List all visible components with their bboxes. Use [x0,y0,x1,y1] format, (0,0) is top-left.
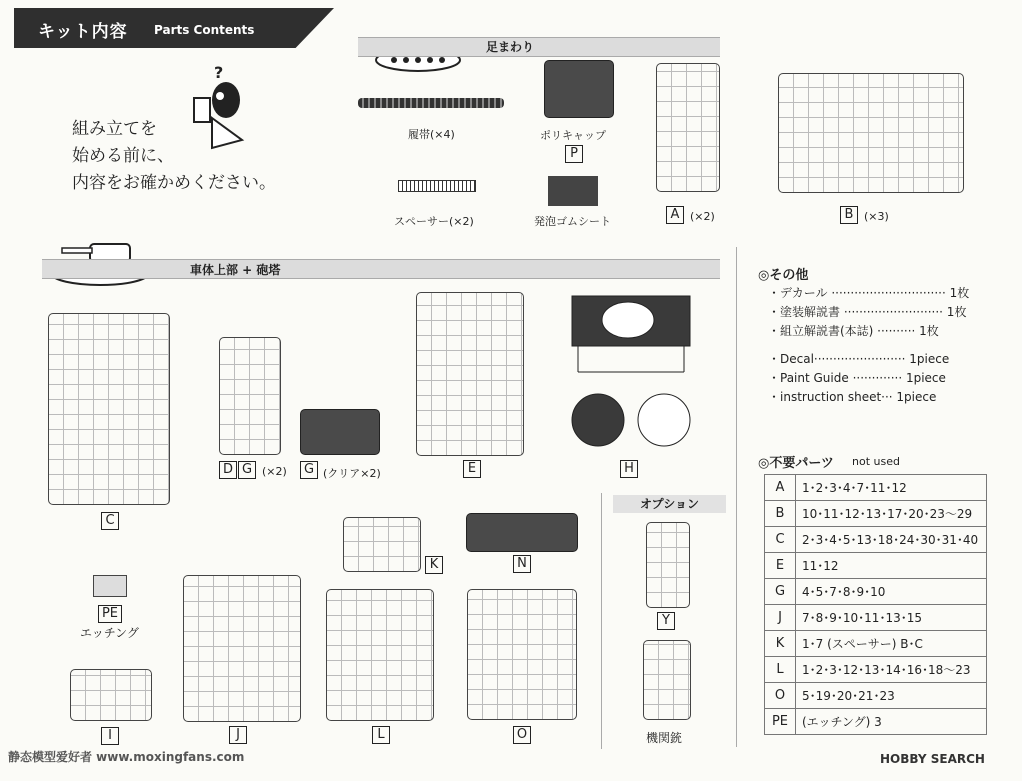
sprue-O-letter: O [513,726,531,744]
sprue-B-letter: B [840,206,858,224]
sprue-K-letter: K [425,556,443,574]
right-divider [736,247,737,747]
unused-title: ◎不要パーツ [758,456,834,471]
others-list [768,284,969,407]
row-key: PE [765,709,796,735]
row-key: C [765,527,796,553]
row-value: 5･19･20･21･23 [796,683,987,709]
table-row [765,683,987,709]
others-item: ・塗装解説書 ·························· 1枚 [768,305,967,319]
sprue-DG [219,337,281,455]
track-caption: 履帯(×4) [408,128,455,141]
sprue-Y-letter: Y [657,612,675,630]
option-divider [601,493,602,749]
page-title-jp: キット内容 [38,22,128,42]
row-key: A [765,475,796,501]
others-item: ・組立解説書(本誌) ·········· 1枚 [768,324,939,338]
etching-letter: PE [98,605,122,623]
sprue-J-letter: J [229,726,247,744]
table-row [765,475,987,501]
hull-section-label: 車体上部 + 砲塔 [190,263,281,277]
sprue-N-letter: N [513,555,531,573]
polycap-sprue [544,60,614,118]
table-row [765,631,987,657]
table-row [765,605,987,631]
unused-parts-table [764,474,987,735]
row-key: K [765,631,796,657]
sprue-H-letter: H [620,460,638,478]
row-value: 11･12 [796,553,987,579]
machine-gun-sprue [643,640,691,720]
sprue-O [467,589,577,720]
row-value: 4･5･7･8･9･10 [796,579,987,605]
sprue-E [416,292,524,456]
etching-caption: エッチング [80,626,139,640]
intro-line-1: 組み立てを [72,119,157,139]
table-row [765,553,987,579]
sprue-Y [646,522,690,608]
others-item: ・Decal························ 1piece [768,352,950,366]
row-key: B [765,501,796,527]
hull-section-bar [42,259,720,279]
sprue-G-letter-1: G [238,461,256,479]
suspension-section-label: 足まわり [486,40,535,54]
row-value: 10･11･12･13･17･20･23〜29 [796,501,987,527]
sprue-N [466,513,578,552]
row-value: (エッチング) 3 [796,709,987,735]
sprue-E-letter: E [463,460,481,478]
row-value: 1･2･3･12･13･14･16･18〜23 [796,657,987,683]
table-row [765,501,987,527]
sprue-H [568,292,694,452]
sprue-I [70,669,152,721]
row-key: J [765,605,796,631]
sprue-I-letter: I [101,727,119,745]
etching-part [93,575,127,597]
table-row [765,657,987,683]
suspension-section-bar [358,37,720,57]
others-item: ・デカール ······························ 1枚 [768,286,970,300]
watermark-right: HOBBY SEARCH [880,752,985,766]
sprue-C [48,313,170,505]
table-row [765,709,987,735]
row-key: G [765,579,796,605]
sprue-J [183,575,301,722]
table-row [765,579,987,605]
sprue-A-letter: A [666,206,684,224]
sprue-C-letter: C [101,512,119,530]
sprue-G-qty: (クリア×2) [323,467,381,480]
machine-gun-caption: 機関銃 [646,731,683,745]
sprue-A [656,63,720,192]
others-item: ・Paint Guide ············· 1piece [768,371,946,385]
sprue-G-clear [300,409,380,455]
track-part [358,98,504,108]
sprue-L-letter: L [372,726,390,744]
row-key: L [765,657,796,683]
spacer-part [398,180,476,192]
sprue-L [326,589,434,721]
row-key: E [765,553,796,579]
polycap-letter: P [565,145,583,163]
foam-caption: 発泡ゴムシート [534,215,611,228]
polycap-caption: ポリキャップ [540,129,606,142]
others-item: ・instruction sheet··· 1piece [768,390,937,404]
sprue-B-qty: (×3) [864,210,889,223]
foam-sheet [548,176,598,206]
sprue-D-letter: D [219,461,237,479]
page-title-en: Parts Contents [154,23,255,37]
sprue-B [778,73,964,193]
row-value: 2･3･4･5･13･18･24･30･31･40 [796,527,987,553]
sprue-K [343,517,421,572]
option-section-bar: オプション [613,495,726,513]
sprue-A-qty: (×2) [690,210,715,223]
row-value: 7･8･9･10･11･13･15 [796,605,987,631]
sprue-G-letter-2: G [300,461,318,479]
table-row [765,527,987,553]
intro-line-3: 内容をお確かめください。 [72,173,276,193]
svg-text:?: ? [214,63,224,82]
others-title: ◎その他 [758,268,809,283]
spacer-caption: スペーサー(×2) [394,215,474,228]
intro-line-2: 始める前に、 [72,146,174,166]
sprue-DG-qty: (×2) [262,465,287,478]
row-key: O [765,683,796,709]
intro-text [72,116,276,197]
unused-subtitle: not used [852,455,900,468]
row-value: 1･7 (スペーサー) B･C [796,631,987,657]
watermark-left: 静态模型爱好者 www.moxingfans.com [8,750,245,764]
row-value: 1･2･3･4･7･11･12 [796,475,987,501]
